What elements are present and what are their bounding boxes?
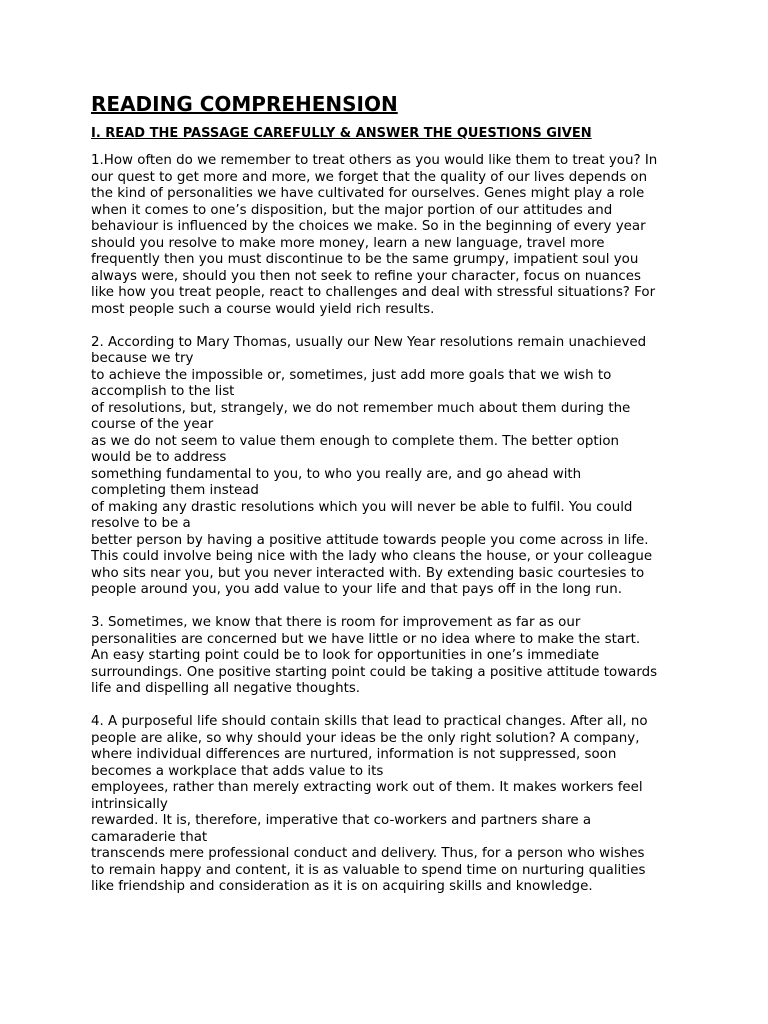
document-page: [91, 92, 691, 912]
paragraph-line: who sits near you, but you never interacted with. By extending basic courtesies to: [91, 565, 645, 581]
section-heading: I. READ THE PASSAGE CAREFULLY & ANSWER THE QUESTIONS GIVEN: [91, 126, 592, 141]
paragraph-line: rewarded. It is, therefore, imperative that co-workers and partners share a: [91, 813, 592, 828]
paragraph-line: personalities are concerned but we have little or no idea where to make the start.: [91, 631, 641, 647]
paragraph-line: like friendship and consideration as it is on acquiring skills and knowledge.: [91, 879, 593, 894]
paragraph-line: something fundamental to you, to who you really are, and go ahead with: [91, 466, 582, 482]
paragraph-line: frequently then you must discontinue to be the same grumpy, impatient soul you: [91, 252, 639, 267]
page-title: READING COMPREHENSION: [91, 92, 398, 116]
paragraph-line: the kind of personalities we have cultivated for ourselves. Genes might play a role: [91, 186, 645, 201]
paragraph-line: 3. Sometimes, we know that there is room for improvement as far as our: [91, 615, 581, 630]
paragraph-line: camaraderie that: [91, 829, 208, 845]
paragraph-line: intrinsically: [91, 796, 168, 812]
paragraph-line: as we do not seem to value them enough to complete them. The better option: [91, 433, 620, 449]
paragraph-4: [91, 714, 691, 896]
paragraph-line: of resolutions, but, strangely, we do not remember much about them during the: [91, 400, 631, 416]
paragraph-line: An easy starting point could be to look for opportunities in one’s immediate: [91, 648, 600, 663]
paragraph-line: course of the year: [91, 417, 214, 432]
paragraph-line: our quest to get more and more, we forget that the quality of our lives depends on: [91, 169, 648, 185]
paragraph-1: [91, 153, 691, 318]
paragraph-line: should you resolve to make more money, learn a new language, travel more: [91, 235, 605, 251]
paragraph-line: where individual differences are nurtured, information is not suppressed, soon: [91, 747, 617, 762]
paragraph-line: 1.How often do we remember to treat others as you would like them to treat you? In: [91, 153, 658, 168]
paragraph-line: completing them instead: [91, 483, 259, 498]
paragraph-3: [91, 615, 691, 698]
paragraph-line: employees, rather than merely extracting work out of them. It makes workers feel: [91, 780, 643, 795]
paragraph-line: to remain happy and content, it is as valuable to spend time on nurturing qualities: [91, 862, 646, 878]
paragraph-line: to achieve the impossible or, sometimes, just add more goals that we wish to: [91, 367, 612, 383]
paragraph-line: 2. According to Mary Thomas, usually our New Year resolutions remain unachieved: [91, 334, 647, 350]
paragraph-line: surroundings. One positive starting point could be taking a positive attitude towards: [91, 664, 658, 680]
paragraph-line: life and dispelling all negative thoughts.: [91, 681, 361, 696]
paragraph-line: when it comes to one’s disposition, but the major portion of our attitudes and: [91, 202, 613, 218]
paragraph-line: 4. A purposeful life should contain skills that lead to practical changes. After all, no: [91, 714, 648, 729]
paragraph-line: like how you treat people, react to challenges and deal with stressful situations? For: [91, 285, 656, 300]
paragraph-2: [91, 335, 691, 599]
paragraph-line: becomes a workplace that adds value to its: [91, 763, 384, 779]
paragraph-line: This could involve being nice with the lady who cleans the house, or your colleague: [91, 549, 653, 564]
paragraph-line: would be to address: [91, 450, 227, 465]
paragraph-line: of making any drastic resolutions which you will never be able to fulfil. You could: [91, 499, 633, 515]
paragraph-line: resolve to be a: [91, 516, 191, 531]
paragraph-line: accomplish to the list: [91, 384, 235, 399]
paragraph-line: always were, should you then not seek to refine your character, focus on nuances: [91, 268, 641, 284]
paragraph-line: people around you, you add value to your life and that pays off in the long run.: [91, 582, 622, 597]
paragraph-line: transcends mere professional conduct and delivery. Thus, for a person who wishes: [91, 846, 645, 861]
paragraph-line: behaviour is influenced by the choices we make. So in the beginning of every year: [91, 219, 646, 234]
paragraph-line: better person by having a positive attitude towards people you come across in life.: [91, 532, 649, 548]
paragraph-line: people are alike, so why should your ideas be the only right solution? A company,: [91, 730, 640, 746]
paragraph-line: because we try: [91, 351, 194, 366]
paragraph-line: most people such a course would yield rich results.: [91, 301, 435, 317]
